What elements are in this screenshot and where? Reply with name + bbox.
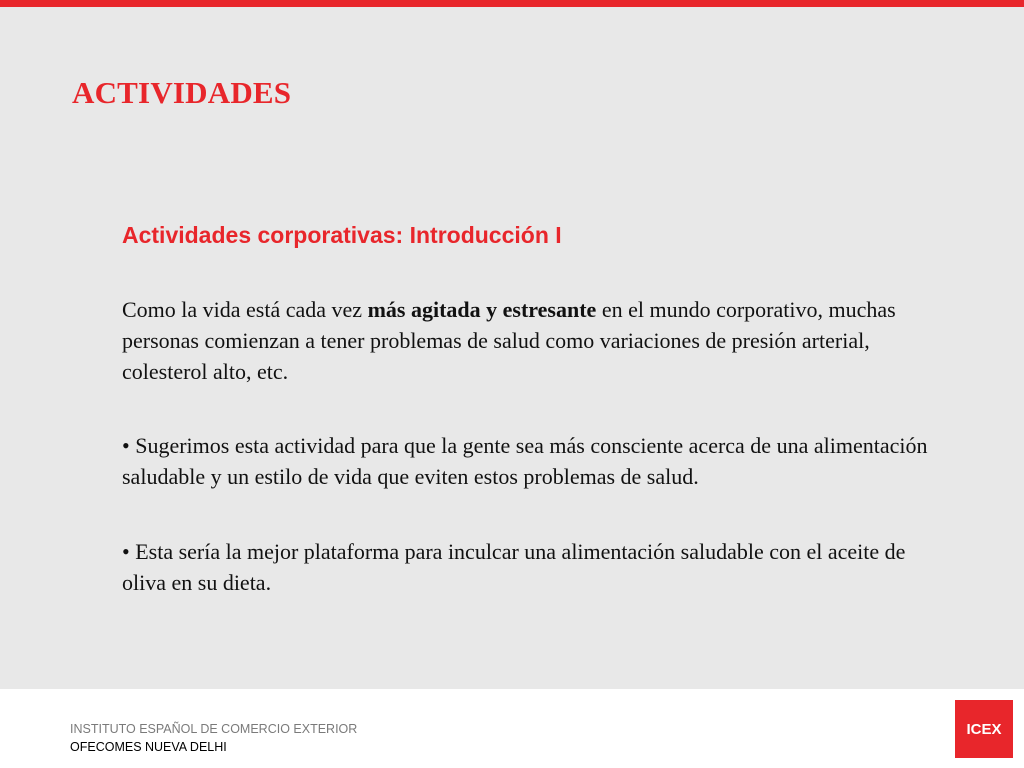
- slide-footer: [0, 689, 1024, 768]
- bullet-item: [122, 536, 942, 598]
- bullet-text: Esta sería la mejor plataforma para inculcar una alimentación saludable con el aceite de oliva en su dieta.: [122, 539, 906, 595]
- top-accent-bar: [0, 0, 1024, 7]
- footer-institute: INSTITUTO ESPAÑOL DE COMERCIO EXTERIOR: [70, 722, 358, 736]
- footer-office: OFECOMES NUEVA DELHI: [70, 740, 227, 754]
- bullet-text: Sugerimos esta actividad para que la gente sea más consciente acerca de una alimentación saludable y un estilo de vida que eviten estos problemas de salud.: [122, 433, 928, 489]
- icex-logo: ICEX: [955, 700, 1013, 758]
- intro-emphasis: más agitada y estresante: [367, 297, 597, 322]
- intro-text-end: en el mundo corporativo, muchas personas comienzan a tener problemas de salud como variaciones de presión arterial, colesterol alto, etc.: [122, 297, 896, 384]
- slide-title: ACTIVIDADES: [72, 75, 292, 110]
- bullet-item: [122, 430, 942, 492]
- slide-body: [0, 7, 1024, 689]
- bullet-marker: •: [122, 539, 130, 564]
- intro-paragraph: [122, 294, 942, 387]
- slide-content: [122, 220, 942, 598]
- slide-subtitle: Actividades corporativas: Introducción I: [122, 222, 562, 248]
- intro-text-start: Como la vida está cada vez: [122, 297, 368, 322]
- bullet-marker: •: [122, 433, 130, 458]
